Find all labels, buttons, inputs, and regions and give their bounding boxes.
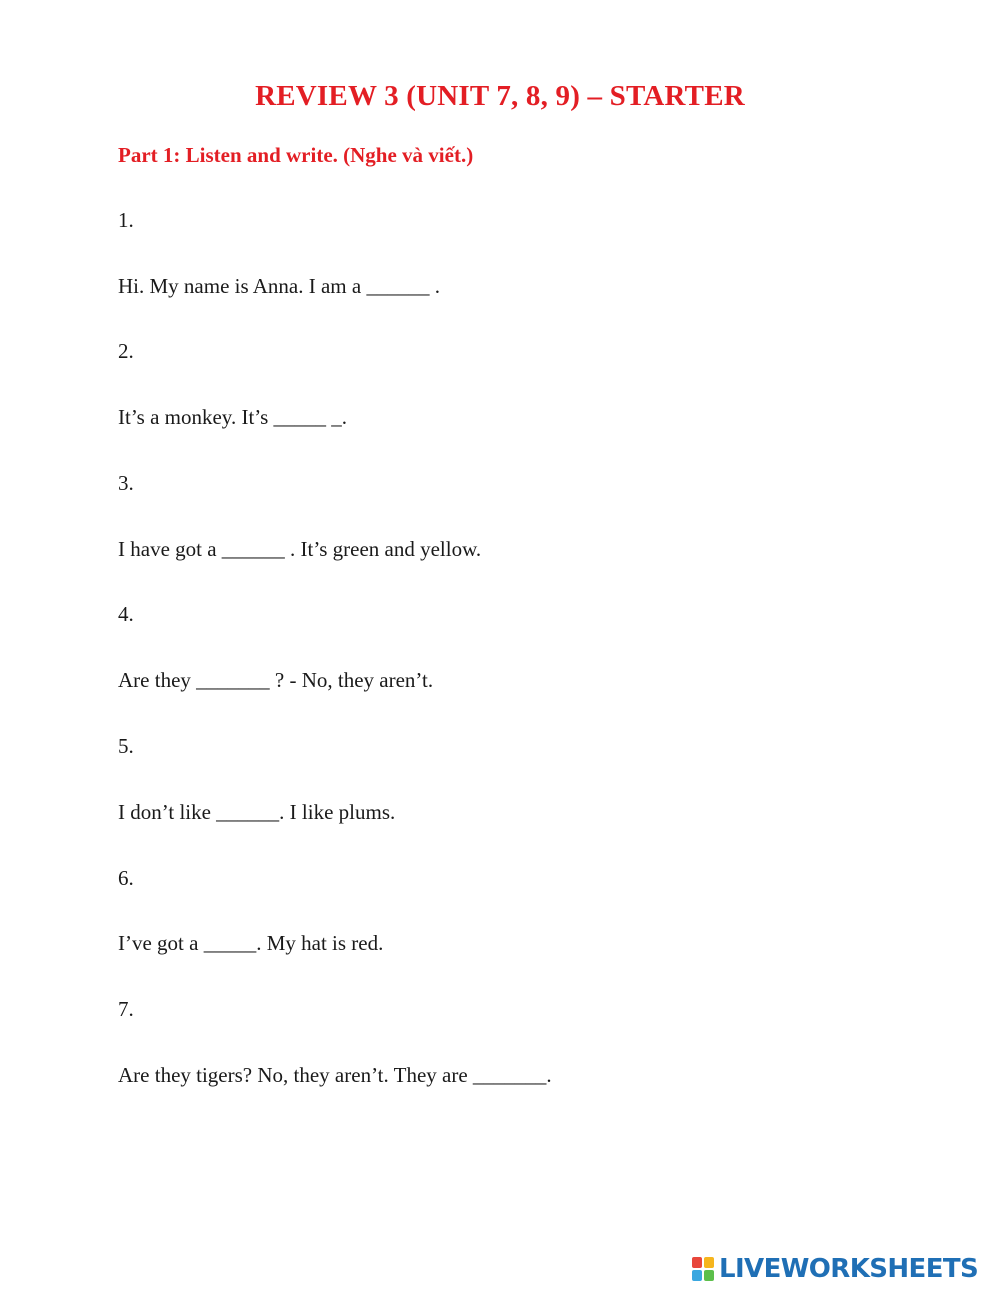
question-6-number: 6. [118,866,134,890]
question-2-number: 2. [118,339,134,363]
question-5-text: I don’t like ______. I like plums. [118,800,396,824]
part-1-heading: Part 1: Listen and write. (Nghe và viết.) [118,143,474,167]
question-7-number: 7. [118,997,134,1021]
question-7-text: Are they tigers? No, they aren’t. They are _______. [118,1063,552,1087]
question-4-text: Are they _______ ? - No, they aren’t. [118,668,434,692]
liveworksheets-logo-icon [692,1257,714,1281]
question-5-number: 5. [118,734,134,758]
question-3-number: 3. [118,471,134,495]
question-4-number: 4. [118,602,134,626]
question-1-text: Hi. My name is Anna. I am a ______ . [118,274,440,298]
worksheet-title: REVIEW 3 (UNIT 7, 8, 9) – STARTER [255,80,745,112]
question-3-text: I have got a ______ . It’s green and yellow. [118,537,482,561]
question-1-number: 1. [118,208,134,232]
liveworksheets-logo-text: LIVEWORKSHEETS [719,1254,979,1284]
question-6-text: I’ve got a _____. My hat is red. [118,931,384,955]
liveworksheets-logo [692,1255,978,1283]
question-2-text: It’s a monkey. It’s _____ _. [118,405,348,429]
